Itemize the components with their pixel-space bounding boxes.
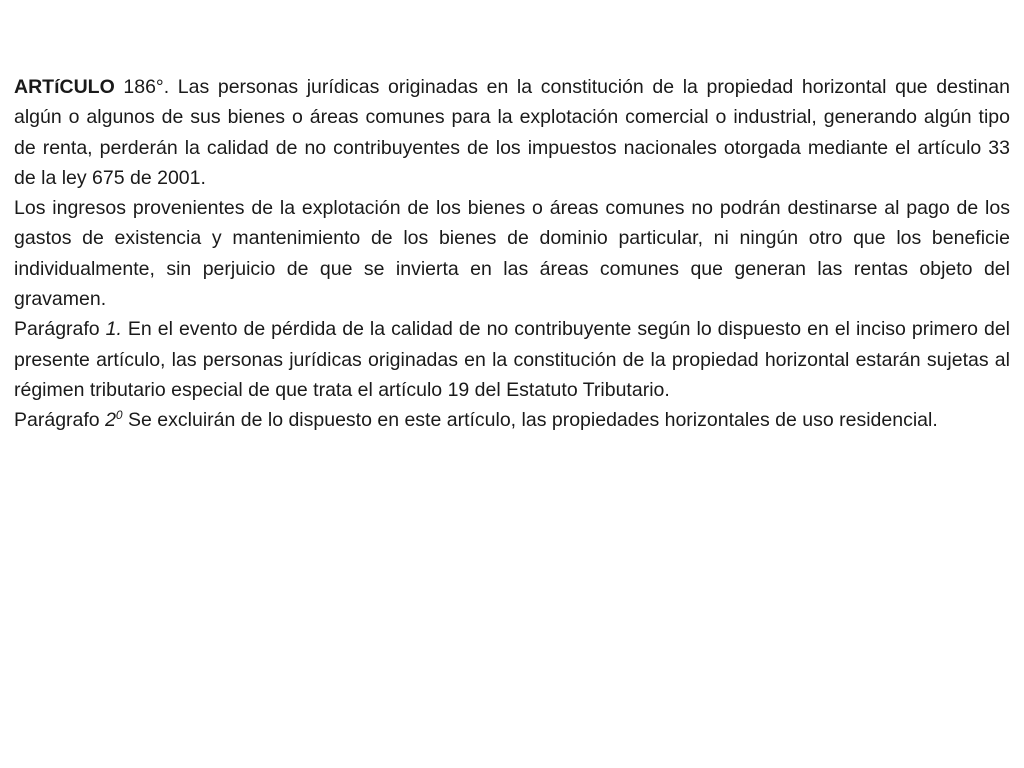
paragrafo-2-superscript: 0 [115, 408, 123, 423]
paragraph-1-text: 186°. Las personas jurídicas originadas en la constitución de la propiedad horizontal que destinan algún o algunos de sus bienes o áreas comunes para la explotación comercial o industrial, generando algún tipo de renta, perderán la calidad de no contribuyentes de los impuestos nacionales otorgada mediante el artículo 33 de la ley 675 de 2001. [14, 76, 1010, 189]
paragrafo-2-number: 2 [105, 409, 116, 432]
paragrafo-1-text: En el evento de pérdida de la calidad de no contribuyente según lo dispuesto en el inciso primero del presente artículo, las personas jurídicas originadas en la constitución de la propiedad horizontal estarán sujetas al régimen tributario especial de que trata el artículo 19 del Estatuto Tributario. [14, 318, 1010, 401]
paragrafo-2-label: Parágrafo [14, 409, 106, 432]
article-text [14, 72, 1010, 436]
article-heading: ARTíCULO [14, 76, 115, 98]
paragrafo-1-number: 1. [105, 318, 122, 341]
paragraph-2: Los ingresos provenientes de la explotación de los bienes o áreas comunes no podrán destinarse al pago de los gastos de existencia y mantenimiento de los bienes de dominio particular, ni ningún otro que los beneficie individualmente, sin perjuicio de que se invierta en las áreas comunes que generan las rentas objeto del gravamen. [14, 197, 1010, 311]
paragraph-paragrafo-2 [14, 405, 1010, 435]
paragraph-article-186 [14, 72, 1010, 193]
paragrafo-2-text: Se excluirán de lo dispuesto en este artículo, las propiedades horizontales de uso residencial. [122, 409, 938, 432]
paragraph-paragrafo-1 [14, 314, 1010, 405]
paragrafo-1-label: Parágrafo [14, 318, 106, 341]
